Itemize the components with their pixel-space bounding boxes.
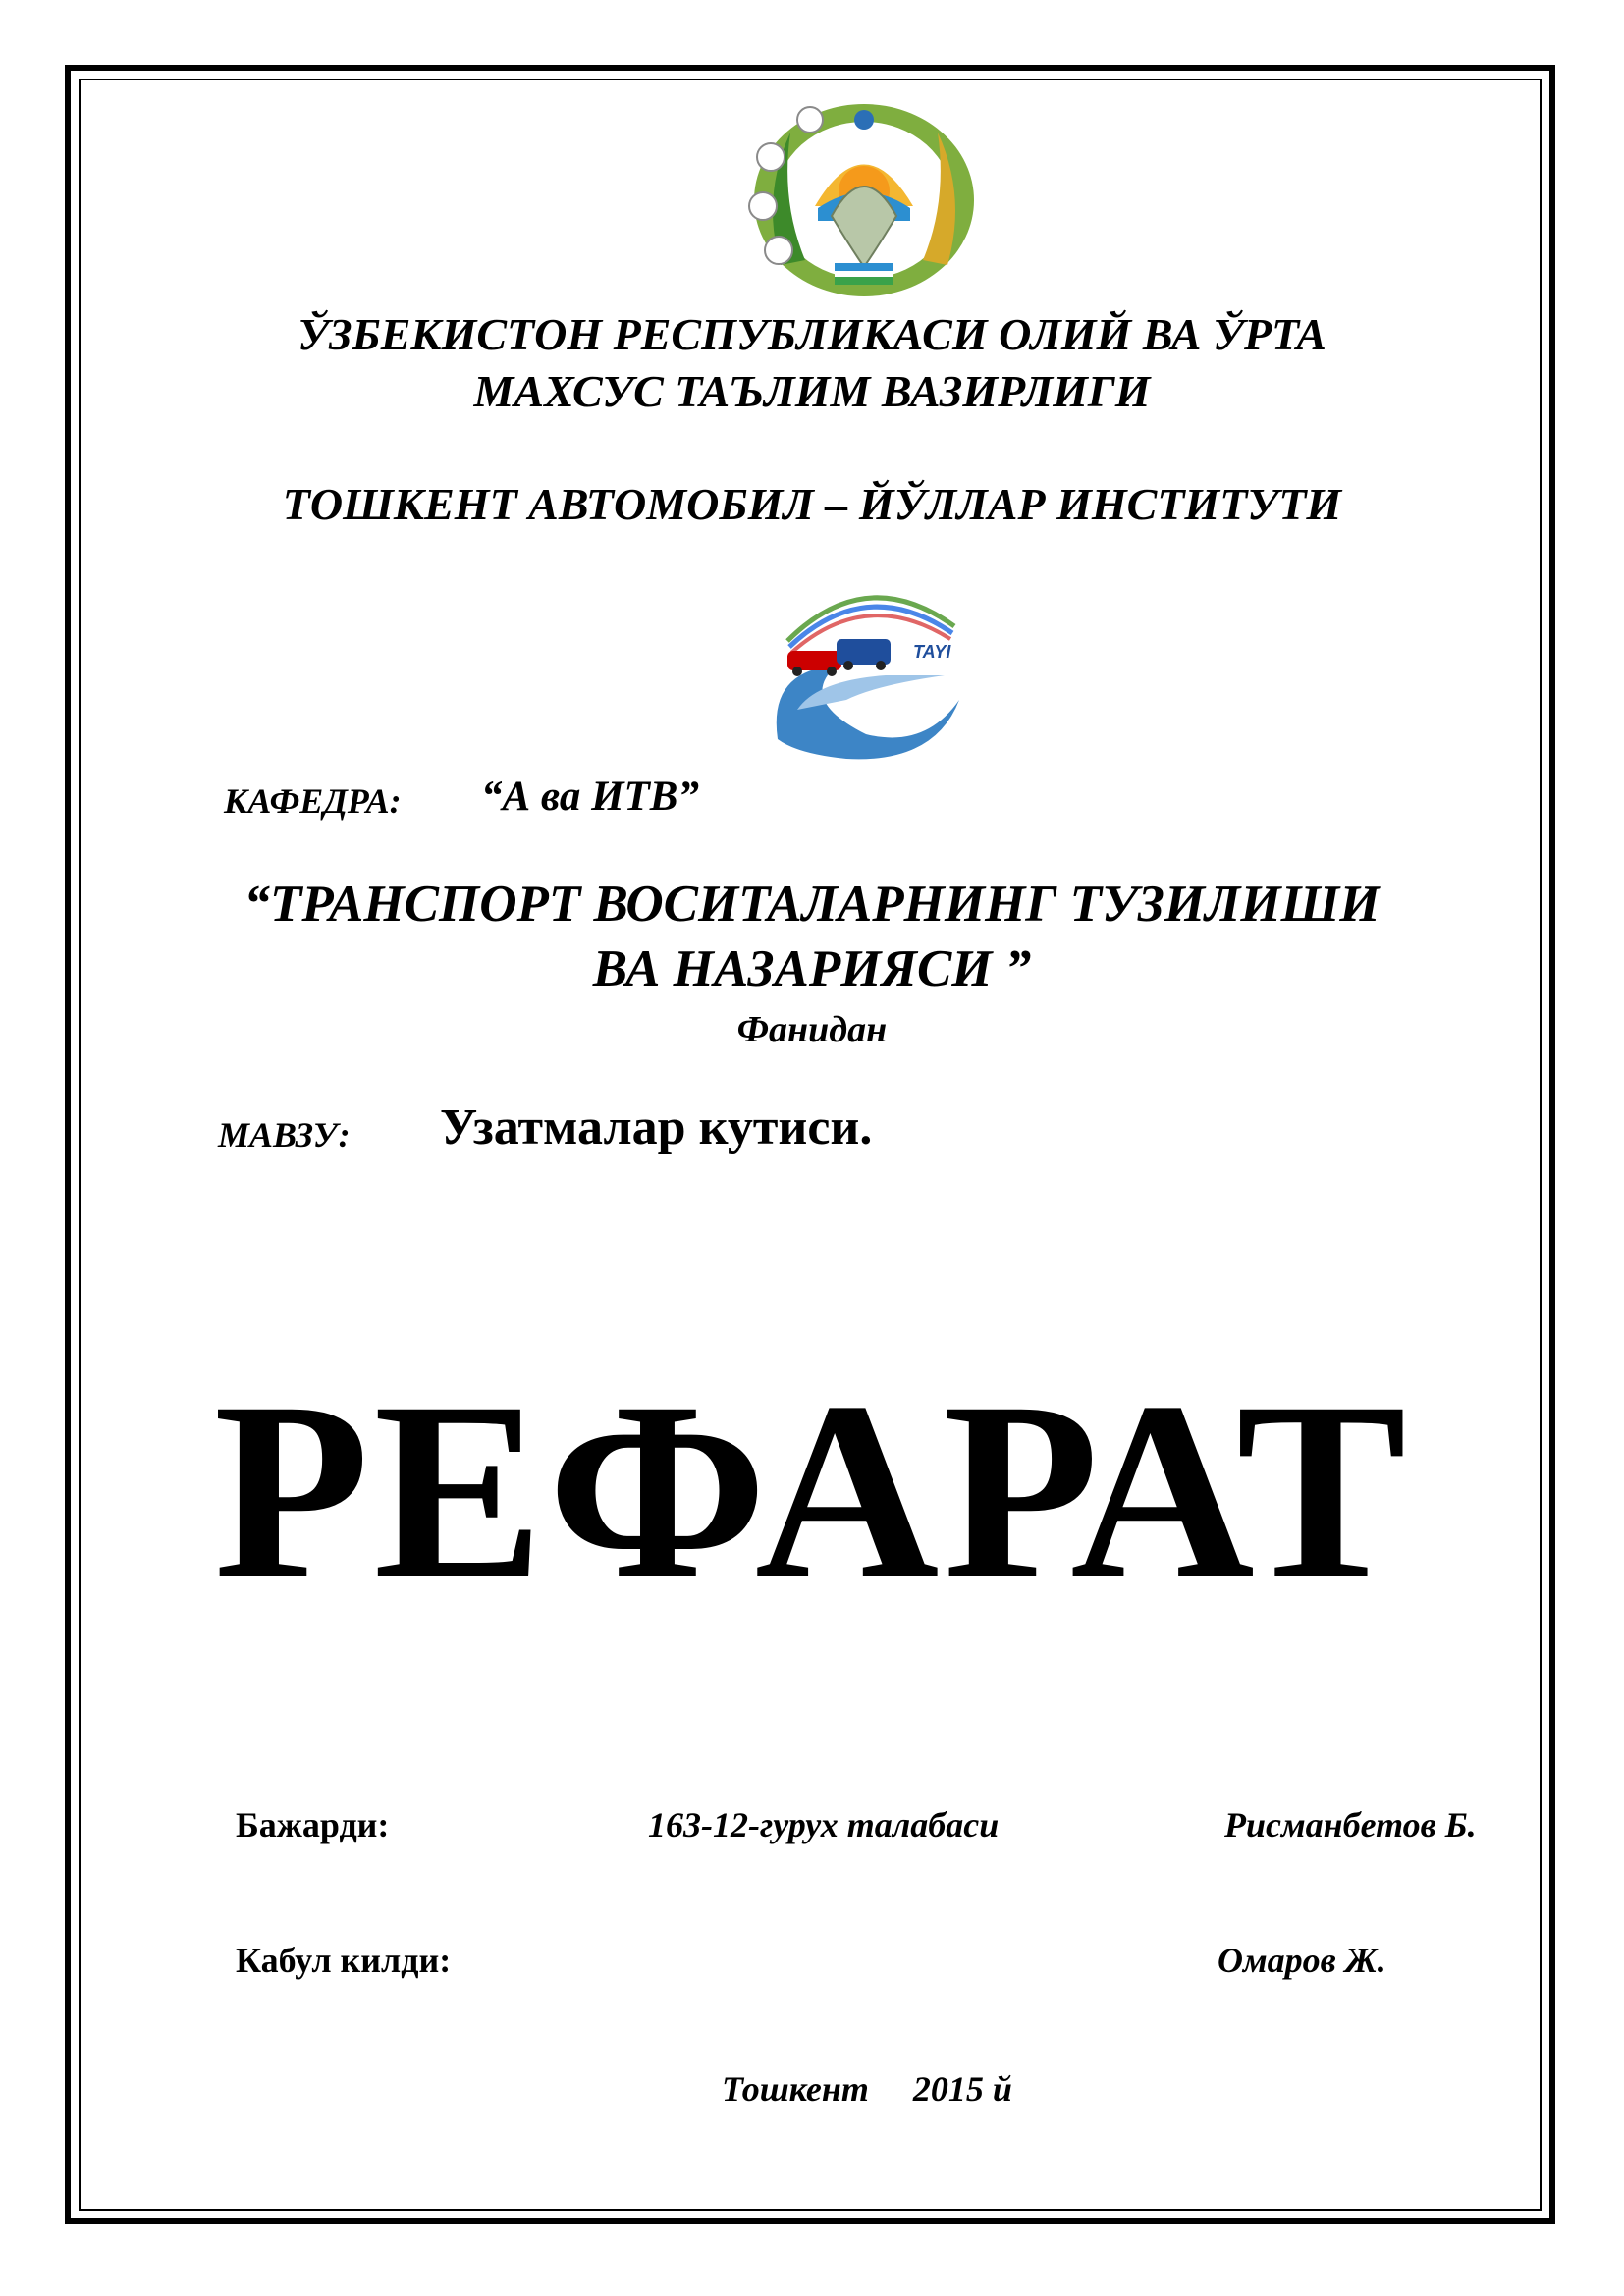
institute-logo-icon (758, 553, 976, 762)
ministry-line-1: ЎЗБЕКИСТОН РЕСПУБЛИКАСИ ОЛИЙ ВА ЎРТА (298, 309, 1326, 359)
ministry-line-2: МАХСУС ТАЪЛИМ ВАЗИРЛИГИ (473, 366, 1151, 416)
course-title-line-2: ВА НАЗАРИЯСИ ” (592, 940, 1032, 997)
course-suffix: Фанидан (736, 1009, 888, 1050)
topic-label: МАВЗУ: (218, 1115, 351, 1154)
topic-dot: . (859, 1099, 873, 1155)
course-title-line-1: “ТРАНСПОРТ ВОСИТАЛАРНИНГ ТУЗИЛИШИ (244, 876, 1380, 933)
state-emblem-icon (741, 98, 987, 299)
accepted-label: Кабул килди: (236, 1941, 452, 1980)
footer-city-year: Тошкент 2015 й (722, 2069, 1012, 2109)
institute-name: ТОШКЕНТ АВТОМОБИЛ – ЙЎЛЛАР ИНСТИТУТИ (282, 479, 1342, 529)
logo-text: TAYI (913, 642, 951, 662)
document-type-title: РЕФАРАТ (213, 1350, 1411, 1632)
performed-label: Бажарди: (236, 1805, 390, 1844)
performed-group: 163-12-гурух талабаси (648, 1805, 1000, 1844)
department-label: КАФЕДРА: (224, 781, 402, 821)
topic-value (440, 1098, 872, 1156)
accepted-name: Омаров Ж. (1218, 1941, 1386, 1980)
department-value: “А ва ИТВ” (481, 774, 699, 820)
topic-text: Узатмалар кутиси (440, 1099, 860, 1155)
performed-name: Рисманбетов Б. (1224, 1805, 1477, 1844)
